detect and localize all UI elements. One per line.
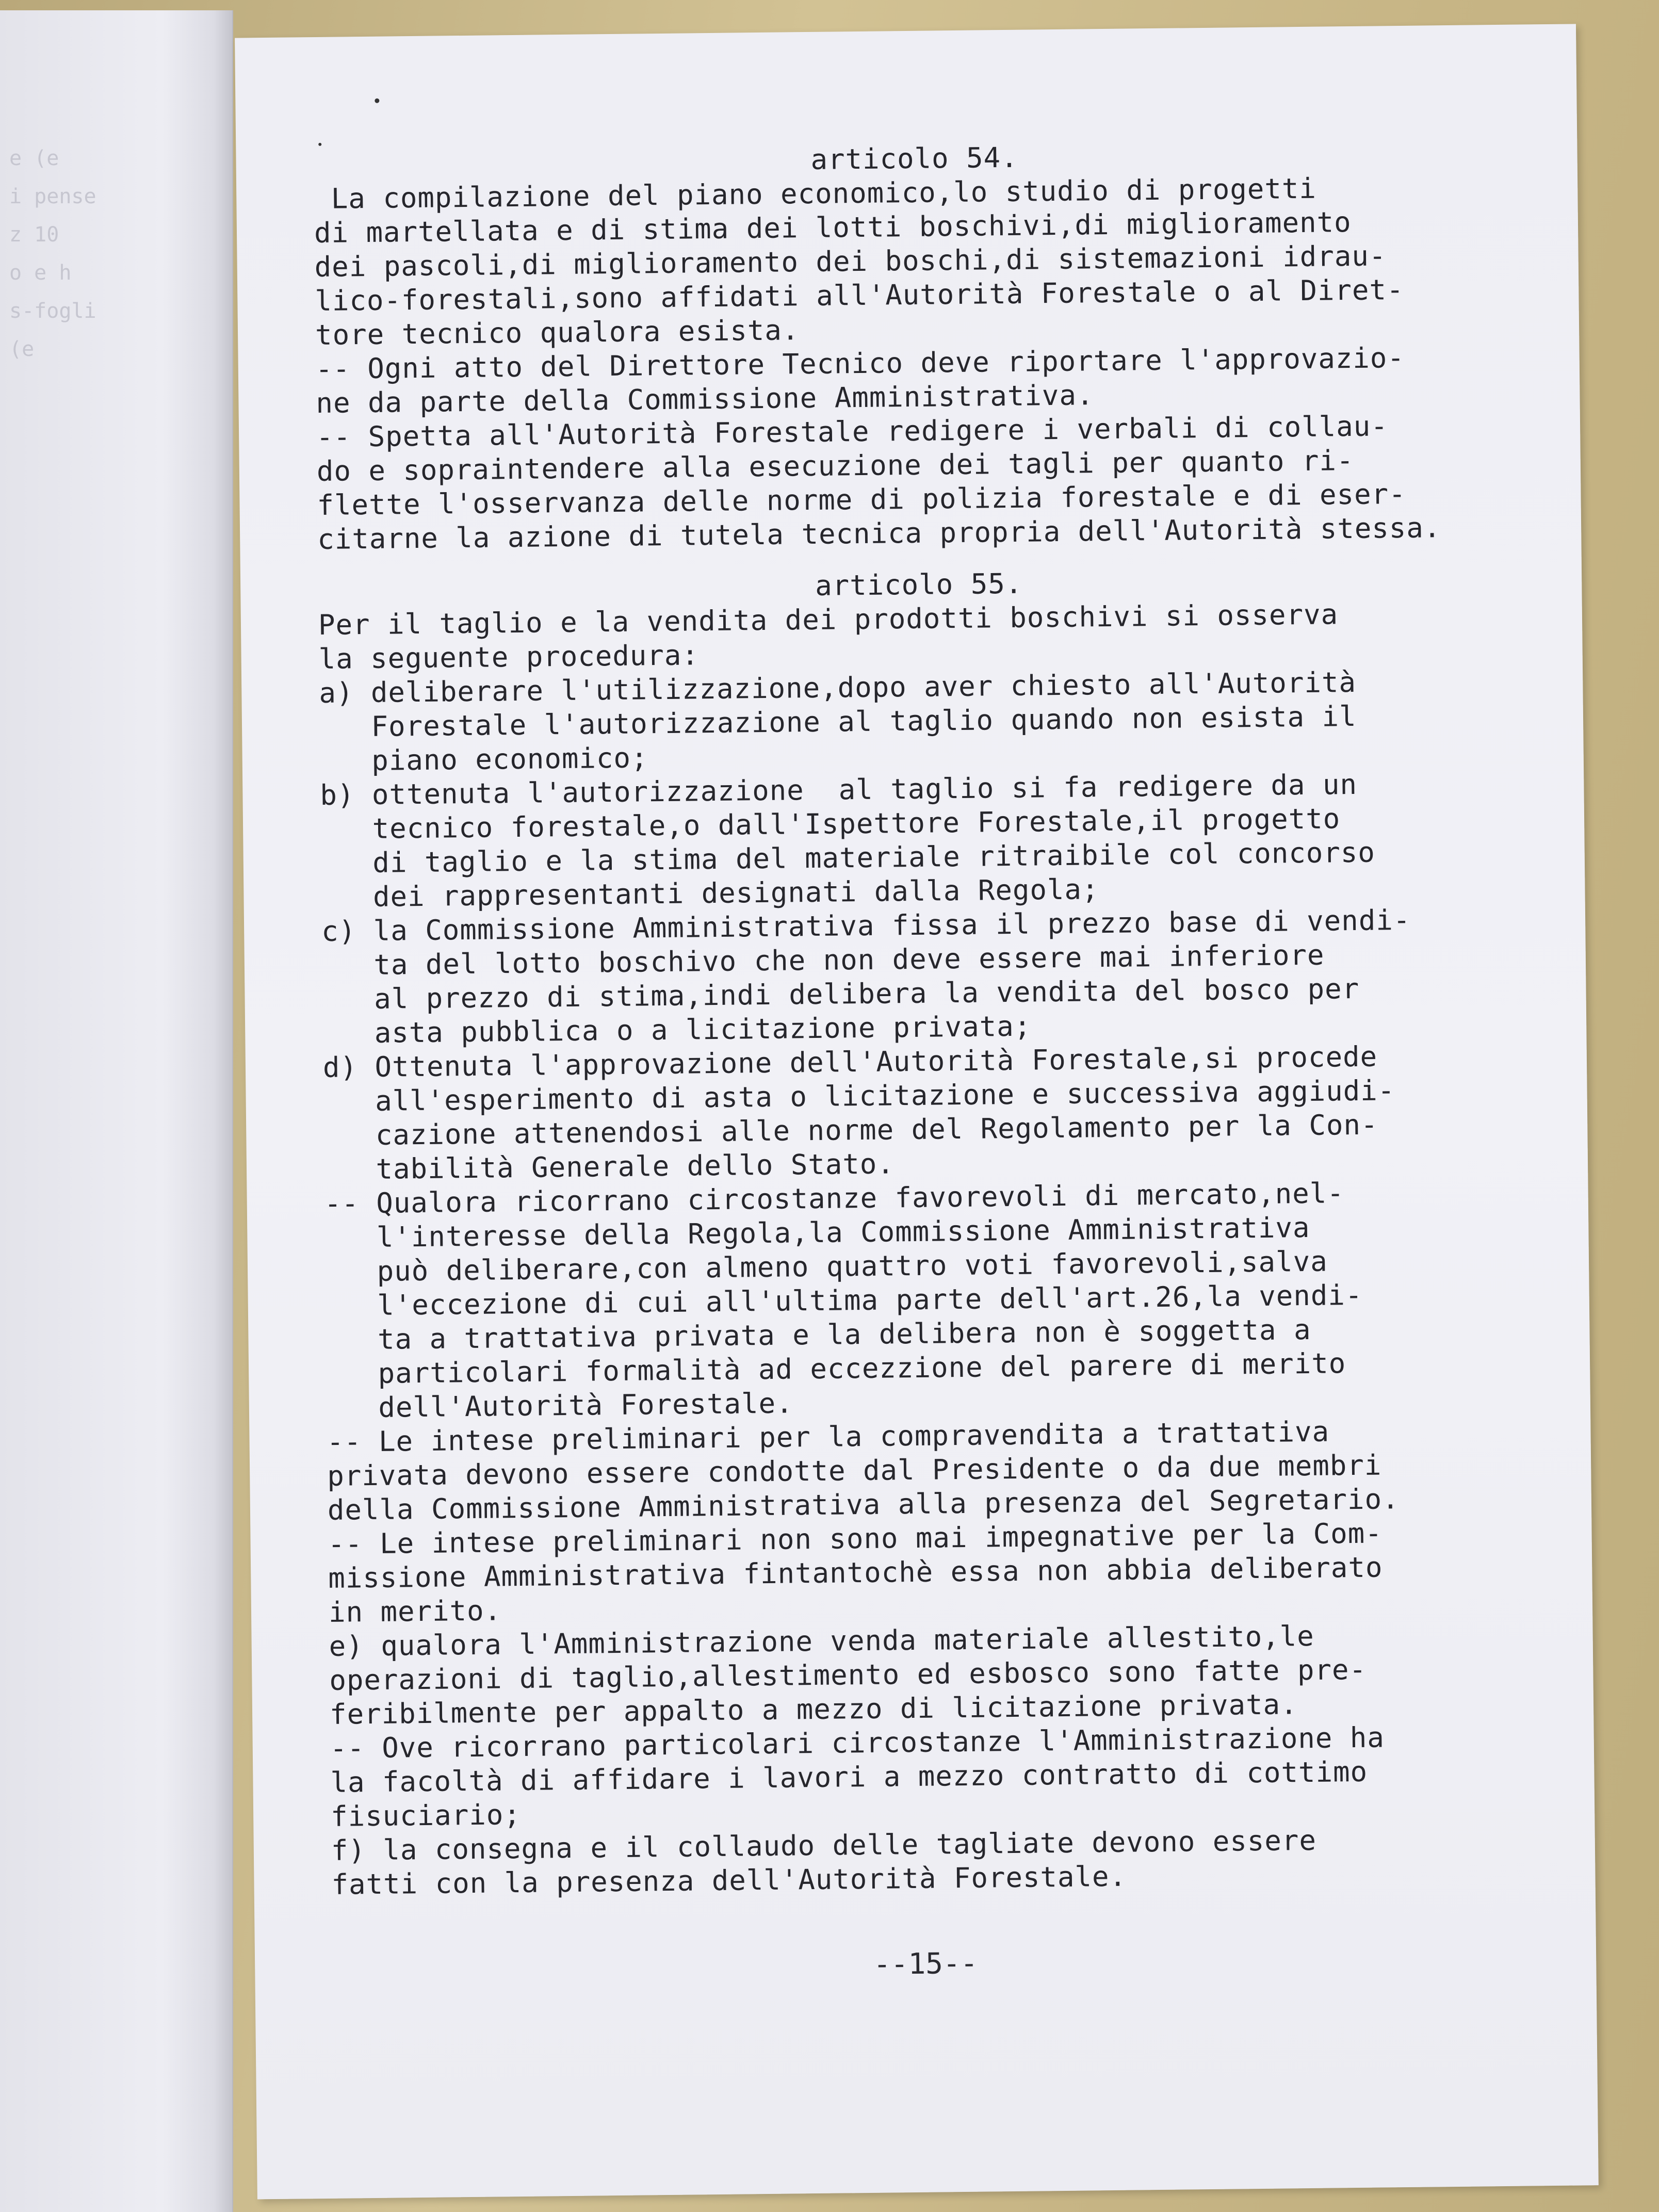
text-line: Forestale l'autorizzazione al taglio quando non esista il [319, 700, 1357, 743]
text-line: fisuciario; [330, 1798, 522, 1833]
text-line: l'interesse della Regola,la Commissione Amministrativa [324, 1211, 1310, 1254]
text-line: -- Le intese preliminari non sono mai impegnative per la Com- [328, 1517, 1383, 1560]
text-line: lico-forestali,sono affidati all'Autorità Forestale o al Diret- [315, 273, 1404, 318]
text-line: ta a trattativa privata e la delibera non è soggetta a [326, 1313, 1311, 1356]
text-line: operazioni di taglio,allestimento ed esbosco sono fatte pre- [329, 1653, 1367, 1697]
text-line: tabilità Generale dello Stato. [323, 1147, 895, 1186]
text-line: feribilmente per appalto a mezzo di licitazione privata. [329, 1688, 1298, 1731]
text-line: La compilazione del piano economico,lo studio di progetti [314, 172, 1317, 216]
text-line: di martellata e di stima dei lotti boschivi,di miglioramento [314, 205, 1352, 250]
typewritten-text [313, 136, 1533, 1902]
text-line: dell'Autorità Forestale. [326, 1387, 793, 1424]
text-line: fatti con la presenza dell'Autorità Forestale. [331, 1860, 1127, 1901]
text-line: piano economico; [319, 741, 648, 777]
ink-speck [318, 143, 321, 146]
article-55-heading: articolo 55. [815, 567, 1023, 602]
text-line: Per il taglio e la vendita dei prodotti boschivi si osserva [318, 598, 1339, 641]
text-line: tecnico forestale,o dall'Ispettore Forestale,il progetto [320, 802, 1341, 845]
text-line: la seguente procedura: [318, 639, 700, 675]
text-line: della Commissione Amministrativa alla presenza del Segretario. [327, 1483, 1400, 1526]
text-line: può deliberare,con almeno quattro voti favorevoli,salva [324, 1245, 1328, 1288]
text-line: al prezzo di stima,indi delibera la vendita del bosco per [322, 972, 1360, 1016]
text-line: dei pascoli,di miglioramento dei boschi,di sistemazioni idrau- [314, 239, 1387, 284]
page-number: --15-- [873, 1946, 978, 1981]
ink-speck [375, 99, 379, 103]
text-line: ne da parte della Commissione Amministrativa. [316, 379, 1094, 420]
text-line: l'eccezione di cui all'ultima parte dell'art.26,la vendi- [325, 1278, 1363, 1322]
text-line: do e sopraintendere alla esecuzione dei tagli per quanto ri- [316, 444, 1354, 487]
article-55-body [318, 596, 1534, 1902]
text-line: in merito. [328, 1594, 502, 1629]
text-line: -- Le intese preliminari per la compravendita a trattativa [327, 1415, 1330, 1458]
text-line: citarne la azione di tutela tecnica propria dell'Autorità stessa. [317, 511, 1441, 556]
document-page [235, 24, 1599, 2199]
text-line: flette l'osservanza delle norme di polizia forestale e di eser- [317, 477, 1406, 522]
text-line: tore tecnico qualora esista. [315, 314, 800, 352]
text-line: ta del lotto boschivo che non deve essere mai inferiore [321, 938, 1325, 982]
text-line: dei rappresentanti designati dalla Regola; [321, 873, 1099, 914]
text-line: particolari formalità ad eccezzione del parere di merito [326, 1347, 1346, 1390]
text-line: -- Ove ricorrano particolari circostanze l'Amministrazione ha [330, 1721, 1385, 1765]
text-line: asta pubblica o a licitazione privata; [322, 1010, 1032, 1050]
text-line: c) la Commissione Amministrativa fissa il prezzo base di vendi- [321, 903, 1411, 948]
text-line: a) deliberare l'utilizzazione,dopo aver chiesto all'Autorità [319, 665, 1357, 709]
text-line: -- Spetta all'Autorità Forestale redigere i verbali di collau- [316, 410, 1389, 453]
text-line: d) Ottenuta l'approvazione dell'Autorità Forestale,si procede [322, 1040, 1378, 1084]
text-line: la facoltà di affidare i lavori a mezzo contratto di cottimo [330, 1755, 1368, 1799]
text-line: di taglio e la stima del materiale ritraibile col concorso [320, 836, 1376, 880]
bleed-through-text: e (e i pense z 10 o e h s-fogli (e [9, 147, 96, 361]
text-line: -- Qualora ricorrano circostanze favorevoli di mercato,nel- [324, 1177, 1345, 1220]
text-line: -- Ogni atto del Direttore Tecnico deve riportare l'approvazio- [315, 341, 1405, 386]
text-line: e) qualora l'Amministrazione venda materiale allestito,le [329, 1619, 1315, 1663]
text-line: missione Amministrativa fintantochè essa non abbia deliberato [328, 1551, 1383, 1595]
article-54-heading: articolo 54. [810, 141, 1018, 176]
text-line: all'esperimento di asta o licitazione e successiva aggiudi- [323, 1074, 1395, 1118]
text-line: f) la consegna e il collaudo delle tagliate devono essere [331, 1824, 1317, 1867]
previous-page-edge [0, 10, 233, 2212]
text-line: cazione attenendosi alle norme del Regolamento per la Con- [323, 1108, 1378, 1152]
article-54-body [314, 170, 1519, 557]
text-line: privata devono essere condotte dal Presidente o da due membri [327, 1449, 1382, 1492]
text-line: b) ottenuta l'autorizzazione al taglio si fa redigere da un [320, 768, 1358, 811]
